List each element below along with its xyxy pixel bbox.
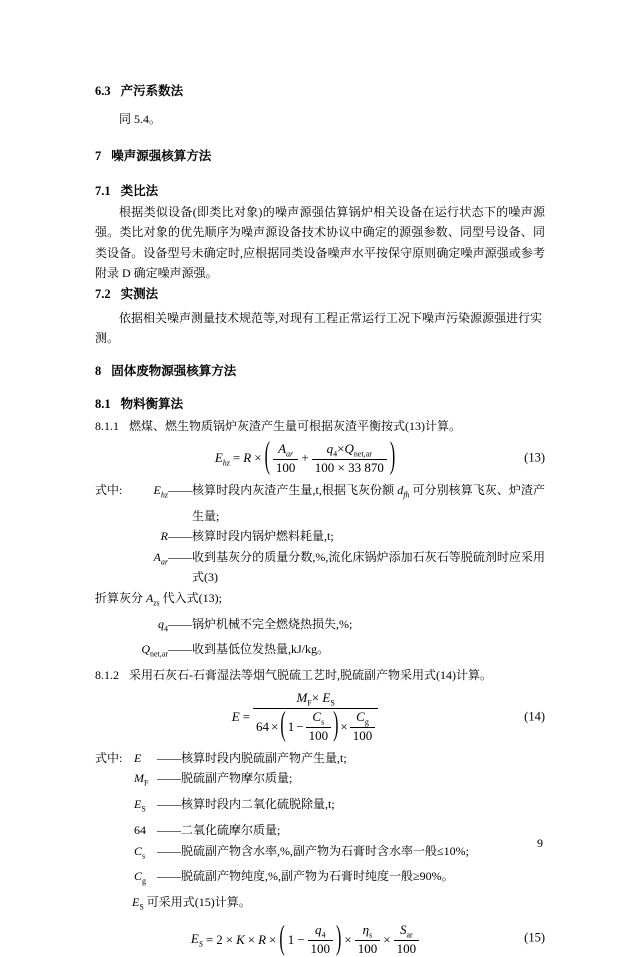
equation-number: (14) xyxy=(524,709,545,724)
dash: —— xyxy=(157,823,181,838)
var: K xyxy=(236,931,245,947)
definition-row xyxy=(95,614,545,640)
denominator: 100 xyxy=(350,727,376,744)
right-paren: ) xyxy=(389,437,396,477)
paragraph-8-1-1 xyxy=(95,416,545,437)
constant: 64 xyxy=(256,718,270,734)
equals-sign: = xyxy=(232,450,241,466)
var: E xyxy=(132,895,140,910)
var-sub: ar xyxy=(286,449,294,459)
dash: —— xyxy=(168,642,192,657)
var-sub: fh xyxy=(403,490,410,500)
var: E xyxy=(214,449,223,465)
def-text: 核算时段内脱硫副产物产生量,t; xyxy=(181,750,347,765)
heading-7-2 xyxy=(95,284,545,305)
formula-13 xyxy=(95,436,545,480)
math-term xyxy=(191,931,203,949)
def-text: 脱硫副产物含水率,%,副产物为石膏时含水率一般≤10%; xyxy=(181,843,469,858)
definition-row xyxy=(95,748,545,769)
var-sub: s xyxy=(142,850,146,860)
paragraph-6-3: 同 5.4。 xyxy=(119,112,162,126)
minus-sign: − xyxy=(296,718,304,734)
var-sub: ar xyxy=(160,557,168,567)
fraction xyxy=(312,441,387,476)
var: E xyxy=(153,482,161,497)
var-sub: s xyxy=(321,717,325,727)
equals-sign: = xyxy=(205,931,214,947)
definition-row xyxy=(95,866,545,892)
var: Q xyxy=(344,441,354,456)
page-number: 9 xyxy=(537,836,543,850)
denominator: 100 xyxy=(308,940,334,957)
clause-number: 8.1.1 xyxy=(95,418,119,433)
dash: —— xyxy=(157,797,181,812)
fraction xyxy=(394,922,420,957)
def-text: 收到基灰分的质量分数,%,流化床锅炉添加石灰石等脱硫剂时应采用式(3) xyxy=(192,549,545,585)
var: R xyxy=(160,529,168,544)
left-paren: ( xyxy=(280,707,286,744)
paragraph-7-2: 依据相关噪声测量技术规范等,对现有工程正常运行工况下噪声污染源源强进行实测。 xyxy=(95,310,543,345)
heading-8 xyxy=(95,361,545,382)
var: S xyxy=(399,922,407,938)
heading-number: 7 xyxy=(95,148,102,163)
heading-title: 物料衡算法 xyxy=(120,396,184,411)
definition-row xyxy=(95,794,545,820)
definition-row xyxy=(95,547,545,588)
denominator: 100 xyxy=(355,940,381,957)
constant: 1 xyxy=(287,931,295,947)
times-sign: × xyxy=(269,931,277,947)
var-sub: S xyxy=(139,902,144,912)
var-sub: zs xyxy=(153,598,160,608)
var-sub: hz xyxy=(222,458,230,468)
var: M xyxy=(134,771,144,786)
var: E xyxy=(231,708,240,724)
var-sub: g xyxy=(142,876,147,886)
heading-number: 7.1 xyxy=(95,183,111,198)
var: A xyxy=(146,590,154,605)
es-formula-note: $E_S$ 可采用式(15)计算。 xyxy=(132,895,251,912)
fraction xyxy=(308,922,334,957)
var-sub: net,ar xyxy=(353,449,372,459)
def-text: 脱硫副产物纯度,%,副产物为石膏时纯度一般≥90%。 xyxy=(181,869,454,884)
times-sign: × xyxy=(247,931,256,947)
left-paren: ( xyxy=(264,437,270,477)
formula-15 xyxy=(95,918,545,957)
clause-number: 8.1.2 xyxy=(95,668,119,683)
def-text: 核算时段内锅炉燃料耗量,t; xyxy=(192,529,334,544)
times-sign: × xyxy=(271,718,279,734)
dash: —— xyxy=(168,549,192,564)
heading-7-1 xyxy=(95,181,545,202)
formula-14-body xyxy=(232,690,378,744)
constant: 1 xyxy=(287,718,295,734)
equals-sign: = xyxy=(242,708,251,724)
fraction xyxy=(306,709,332,744)
dash: —— xyxy=(157,750,181,765)
paragraph-7-1: 根据类似设备(即类比对象)的噪声源强估算锅炉相关设备在运行状态下的噪声源强。类比对象的优先顺序为噪声源设备技术协议中确定的源强参数、同型号设备、同类设备。设备型号未确定时,应根据同类设备噪声水平按保守原则确定噪声源强或参考附录 D 确定噪声源强。 xyxy=(95,204,545,280)
def-text: 收到基低位发热量,kJ/kg。 xyxy=(192,642,330,657)
heading-number: 8 xyxy=(95,363,102,378)
denominator: 100 xyxy=(306,727,332,744)
heading-number: 6.3 xyxy=(95,84,111,98)
definition-row xyxy=(95,768,545,794)
var: E xyxy=(134,797,142,812)
def-label: 式中: xyxy=(95,750,123,765)
var: E xyxy=(190,930,199,946)
definition-row xyxy=(95,526,545,547)
var-sub: 4 xyxy=(164,623,168,633)
heading-title: 类比法 xyxy=(120,183,159,198)
clause-text: 采用石灰石-石膏湿法等烟气脱硫工艺时,脱硫副产物采用式(14)计算。 xyxy=(129,668,492,683)
var-sub: ar xyxy=(406,930,413,940)
definition-list-14 xyxy=(95,748,545,893)
def-text: 核算时段内二氧化硫脱除量,t; xyxy=(181,797,335,812)
heading-number: 8.1 xyxy=(95,396,111,411)
var: A xyxy=(278,441,287,456)
var-sub: S xyxy=(330,698,335,708)
var: R xyxy=(243,450,252,466)
var-sub: F xyxy=(144,778,149,788)
times-sign: × xyxy=(311,689,320,705)
left-paren: ( xyxy=(279,920,285,957)
heading-title: 噪声源强核算方法 xyxy=(111,148,212,163)
dash: —— xyxy=(157,869,181,884)
var: E xyxy=(322,689,331,705)
var: C xyxy=(312,709,322,725)
heading-title: 实测法 xyxy=(120,286,159,301)
var: η xyxy=(362,922,370,938)
var: q xyxy=(158,616,164,631)
times-sign: × xyxy=(337,441,345,456)
var-sub: 4 xyxy=(321,930,326,940)
formula-15-body xyxy=(191,922,419,957)
dash: —— xyxy=(157,771,181,786)
var-sub: g xyxy=(364,717,369,727)
fraction xyxy=(355,922,381,957)
def-text: 锅炉机械不完全燃烧热损失,%; xyxy=(192,616,353,631)
dash: —— xyxy=(168,482,192,497)
heading-6-3 xyxy=(95,81,545,102)
formula-14 xyxy=(95,686,545,748)
paragraph-8-1-2 xyxy=(95,665,545,686)
heading-title: 固体废物源强核算方法 xyxy=(111,363,237,378)
var: C xyxy=(356,709,365,725)
def-text: 二氧化硫摩尔质量; xyxy=(181,823,281,838)
constant: 64 xyxy=(134,823,146,838)
times-sign: × xyxy=(344,931,352,947)
times-sign: × xyxy=(340,718,348,734)
clause-text: 燃煤、燃生物质锅炉灰渣产生量可根据灰渣平衡按式(13)计算。 xyxy=(129,418,461,433)
var: q xyxy=(315,922,322,938)
definition-row xyxy=(95,820,545,841)
denominator: 100 × 33 870 xyxy=(312,459,387,476)
var-sub: S xyxy=(198,939,203,949)
heading-number: 7.2 xyxy=(95,286,111,301)
dash: —— xyxy=(157,843,181,858)
def-text: 脱硫副产物摩尔质量; xyxy=(181,771,293,786)
definition-list-13 xyxy=(95,480,545,666)
fraction xyxy=(350,709,376,744)
var-sub: s xyxy=(369,930,373,940)
var: d xyxy=(397,482,404,497)
def-label: 式中: xyxy=(95,482,123,497)
plus-sign: + xyxy=(301,450,309,466)
equation-number: (15) xyxy=(524,930,545,945)
minus-sign: − xyxy=(297,931,305,947)
var-sub: F xyxy=(307,698,312,708)
var-sub: 4 xyxy=(333,449,338,459)
var-sub: hz xyxy=(160,490,168,500)
times-sign: × xyxy=(225,931,234,947)
var-sub: S xyxy=(141,804,146,814)
right-paren: ) xyxy=(333,707,339,744)
denominator: 100 xyxy=(273,459,299,476)
var: A xyxy=(153,549,161,564)
heading-title: 产污系数法 xyxy=(120,84,184,98)
dash: —— xyxy=(168,529,192,544)
fraction xyxy=(253,690,378,744)
def-text: 核算时段内灰渣产生量,t,根据飞灰份额 $d_{fh}$ 可分别核算飞灰、炉渣产生量; xyxy=(192,482,545,523)
definition-row xyxy=(95,841,545,867)
constant: 2 xyxy=(216,931,223,947)
denominator xyxy=(253,708,378,744)
heading-7 xyxy=(95,146,545,167)
math-term xyxy=(215,450,230,468)
fraction xyxy=(273,441,299,476)
dash: —— xyxy=(168,616,192,631)
var: Q xyxy=(141,642,150,657)
var: q xyxy=(326,441,334,456)
var: C xyxy=(134,869,143,884)
var-sub: net,ar xyxy=(150,649,168,659)
equation-number: (13) xyxy=(524,450,545,465)
definition-continuation: 折算灰分 $A_{zs}$ 代入式(13); xyxy=(95,590,222,608)
formula-13-body xyxy=(214,437,396,477)
var: M xyxy=(296,689,308,705)
var: C xyxy=(134,843,143,858)
heading-8-1 xyxy=(95,394,545,415)
times-sign: × xyxy=(254,450,262,466)
var: R xyxy=(258,931,267,947)
definition-row xyxy=(95,639,545,665)
definition-row xyxy=(95,480,545,526)
right-paren: ) xyxy=(336,920,342,957)
times-sign: × xyxy=(383,931,391,947)
denominator: 100 xyxy=(394,940,420,957)
var: E xyxy=(134,750,142,765)
